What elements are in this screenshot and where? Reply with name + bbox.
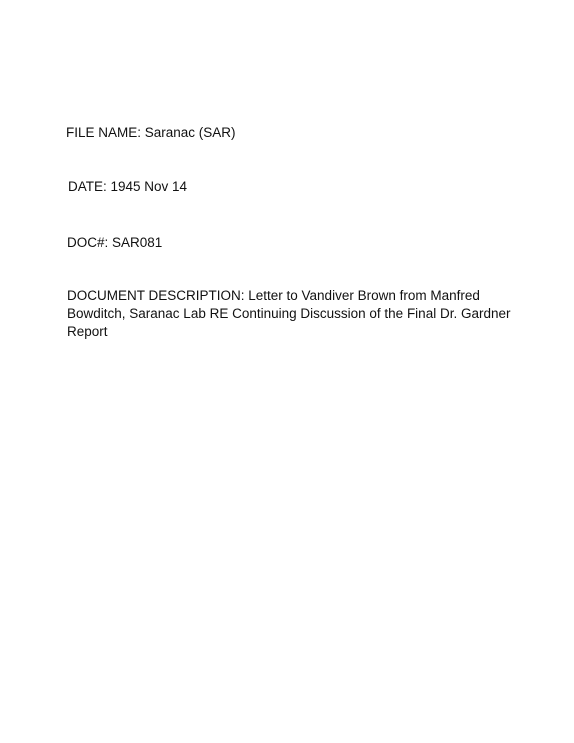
description-line-2: Bowditch, Saranac Lab RE Continuing Discussion of the Final Dr. Gardner bbox=[67, 306, 511, 321]
date-line: DATE: 1945 Nov 14 bbox=[68, 179, 188, 194]
description-line-3: Report bbox=[67, 324, 108, 339]
file-name-line: FILE NAME: Saranac (SAR) bbox=[66, 125, 236, 140]
document-description bbox=[67, 287, 537, 341]
description-line-1: DOCUMENT DESCRIPTION: Letter to Vandiver Brown from Manfred bbox=[67, 288, 480, 303]
doc-number-line: DOC#: SAR081 bbox=[67, 235, 163, 250]
